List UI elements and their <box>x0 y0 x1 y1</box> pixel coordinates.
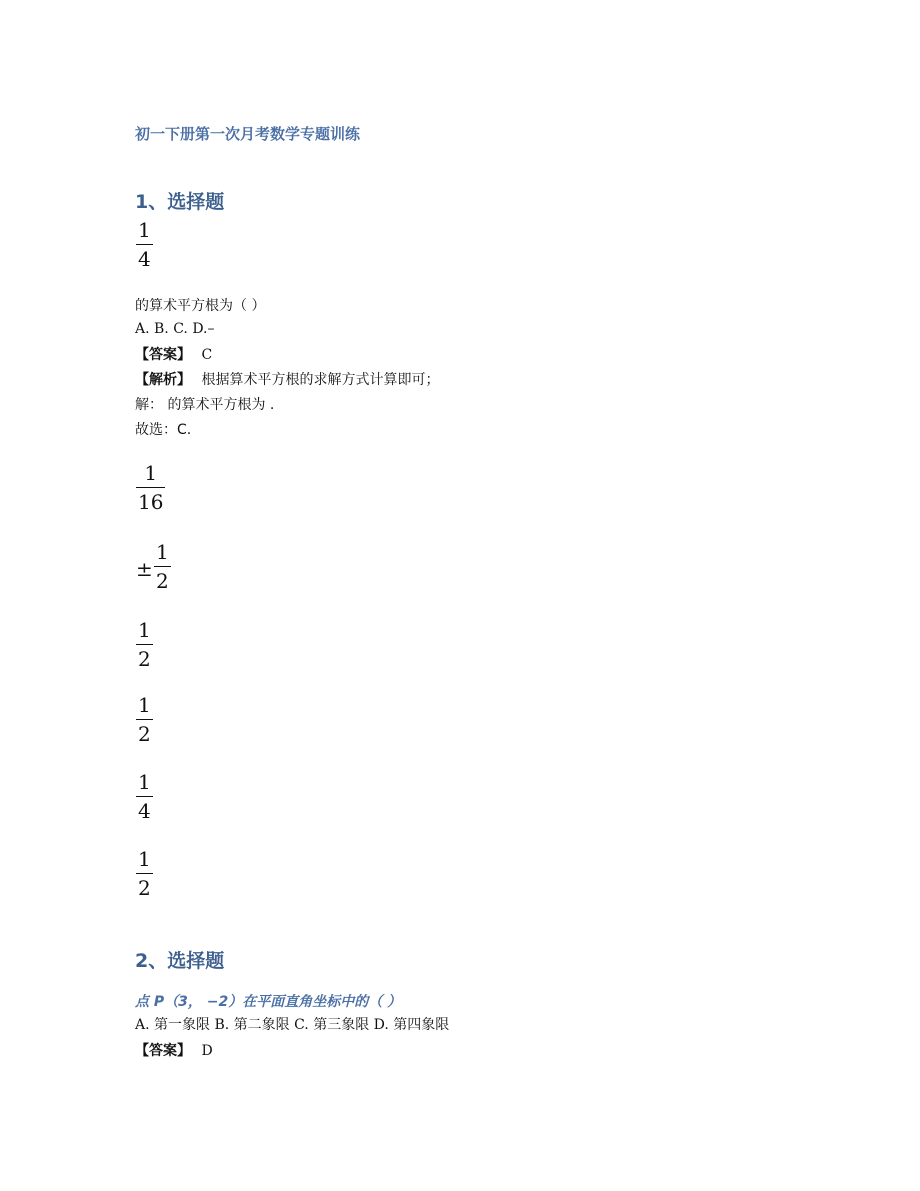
analysis-text: 根据算术平方根的求解方式计算即可； <box>201 372 440 388</box>
question-2-answer <box>135 1042 213 1060</box>
fraction-numerator: 1 <box>138 847 151 871</box>
fraction-numerator: 1 <box>138 218 151 242</box>
question-1-stem-fraction <box>136 219 153 270</box>
plus-minus-sign: ± <box>136 557 153 581</box>
answer-label: 【答案】 <box>135 347 191 363</box>
fraction-numerator: 1 <box>156 540 169 564</box>
fraction-denominator: 2 <box>138 876 151 900</box>
fraction-bar <box>136 244 153 245</box>
fraction-denominator: 2 <box>138 647 151 671</box>
fraction-denominator: 4 <box>138 247 151 271</box>
fraction-1-16 <box>136 462 165 513</box>
analysis-label: 【解析】 <box>135 372 191 388</box>
question-2-options: A. 第一象限 B. 第二象限 C. 第三象限 D. 第四象限 <box>135 1017 450 1033</box>
document-title: 初一下册第一次月考数学专题训练 <box>135 125 361 143</box>
fraction-pm-1-2 <box>154 541 171 592</box>
fraction-bar <box>136 873 153 874</box>
question-2-stem: 点 P（3， −2）在平面直角坐标中的（ ） <box>135 994 402 1010</box>
fraction-denominator: 2 <box>156 569 169 593</box>
fraction-bar <box>136 487 165 488</box>
answer-value: C <box>201 347 213 363</box>
fraction-1-2-a <box>136 619 153 670</box>
fraction-1-2-c <box>136 848 153 899</box>
fraction-numerator: 1 <box>144 461 158 485</box>
fraction-1-2-b <box>136 694 153 745</box>
fraction-numerator: 1 <box>138 693 151 717</box>
fraction-numerator: 1 <box>138 770 151 794</box>
answer-label: 【答案】 <box>135 1043 191 1059</box>
question-1-options: A. B. C. D.– <box>135 321 215 337</box>
question-1-conclusion: 故选：C. <box>135 422 192 438</box>
fraction-bar <box>154 566 171 567</box>
question-1-solution: 解： 的算术平方根为 . <box>135 397 275 413</box>
question-1-stem: 的算术平方根为（ ） <box>135 298 266 314</box>
answer-value: D <box>201 1043 213 1059</box>
fraction-bar <box>136 719 153 720</box>
fraction-numerator: 1 <box>138 618 151 642</box>
fraction-denominator: 16 <box>138 490 164 514</box>
question-1-heading: 1、选择题 <box>135 191 225 213</box>
question-2-heading: 2、选择题 <box>135 950 225 972</box>
question-1-analysis <box>135 371 439 389</box>
fraction-denominator: 4 <box>138 799 151 823</box>
fraction-denominator: 2 <box>138 722 151 746</box>
fraction-bar <box>136 796 153 797</box>
fraction-bar <box>136 644 153 645</box>
fraction-1-4 <box>136 771 153 822</box>
question-1-answer <box>135 346 212 364</box>
